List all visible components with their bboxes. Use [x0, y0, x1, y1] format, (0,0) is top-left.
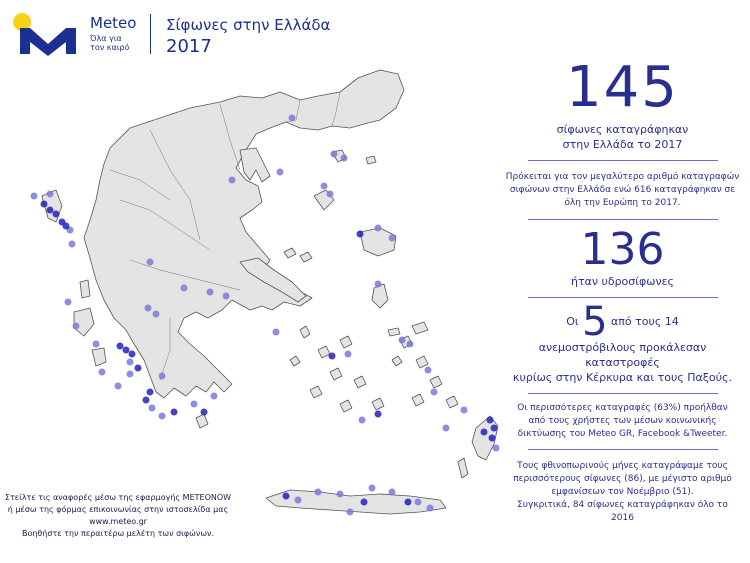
- tornadoes-prefix: Οι: [566, 315, 579, 328]
- waterspouts-label: ήταν υδροσίφωνες: [570, 275, 674, 288]
- samothraki-island: [366, 156, 376, 164]
- social-line1: Οι περισσότερες καταγραφές (63%) προήλθαν: [517, 403, 728, 413]
- divider-4: [528, 393, 718, 394]
- mainland-greece: [84, 70, 404, 398]
- footer-note: [4, 492, 232, 540]
- brand-name: Meteo: [90, 14, 137, 32]
- autumn-line4: Συγκριτικά, 84 σίφωνες καταγράφηκαν όλο το: [517, 500, 728, 510]
- tornadoes-line3: κυρίως στην Κέρκυρα και τους Παξούς.: [513, 371, 732, 384]
- footer-website-link[interactable]: www.meteo.gr: [89, 517, 147, 526]
- autumn-line3: εμφανίσεων τον Νοέμβριο (51).: [551, 487, 694, 497]
- tornadoes-line2: ανεμοστρόβιλους προκάλεσαν καταστροφές: [538, 341, 707, 369]
- total-label-line2: στην Ελλάδα το 2017: [562, 138, 683, 151]
- footer-line2: ή μέσω της φόρμας επικοινωνίας στην ιστοσελίδα μας: [7, 505, 229, 514]
- social-line3: δικτύωσης του Meteo GR, Facebook &Tweeter.: [517, 429, 728, 439]
- page-year: 2017: [166, 36, 212, 57]
- kythira-island: [196, 414, 208, 428]
- lesvos-island: [360, 228, 396, 256]
- waterspouts-count: 136: [580, 224, 665, 275]
- sporades-islands: [284, 248, 312, 262]
- tornadoes-suffix: από τους 14: [611, 315, 679, 328]
- tornadoes-block: [500, 299, 745, 385]
- autumn-line5: 2016: [611, 513, 634, 523]
- total-label-line1: σίφωνες καταγράφηκαν: [556, 123, 689, 136]
- total-count: 145: [566, 55, 679, 120]
- tornadoes-count: 5: [582, 299, 608, 345]
- autumn-line2: περισσότερους σίφωνες (86), με μέγιστο αριθμό: [513, 474, 732, 484]
- stats-panel: [500, 55, 745, 525]
- samos-island: [388, 322, 428, 336]
- footer-line4: Βοηθήστε την περαιτέρω μελέτη των σιφώνων.: [21, 529, 215, 538]
- karpathos-island: [458, 458, 468, 478]
- autumn-note: [500, 460, 745, 525]
- cyclades-islands: [290, 326, 384, 412]
- chios-island: [372, 284, 388, 308]
- kefalonia-island: [74, 308, 94, 336]
- europe-note-line1: Πρόκειται για τον μεγαλύτερο αριθμό καταγραφών: [505, 172, 740, 182]
- autumn-line1: Τους φθινοπωρινούς μήνες καταγράψαμε τους: [517, 461, 728, 471]
- page-title: Σίφωνες στην Ελλάδα: [166, 16, 331, 34]
- europe-note-line3: όλη την Ευρώπη το 2017.: [564, 198, 681, 208]
- brand-tagline-line1: Όλα για: [90, 34, 122, 43]
- dodecanese-islands: [392, 336, 458, 408]
- social-note: [500, 402, 745, 441]
- footer-line1: Στείλτε τις αναφορές μέσω της εφαρμογής METEONOW: [4, 493, 232, 502]
- lefkada-island: [80, 280, 90, 298]
- brand-tagline-line2: τον καιρό: [90, 43, 130, 52]
- divider-1: [528, 160, 718, 161]
- europe-note-line2: σιφώνων στην Ελλάδα ενώ 616 καταγράφηκαν σε: [509, 185, 736, 195]
- divider-2: [528, 219, 718, 220]
- divider-5: [528, 449, 718, 450]
- social-line2: από τους χρήστες των μέσων κοινωνικής: [528, 416, 717, 426]
- europe-note: [500, 171, 745, 210]
- zakynthos-island: [92, 348, 106, 366]
- chalkidiki: [240, 148, 270, 182]
- divider-3: [528, 297, 718, 298]
